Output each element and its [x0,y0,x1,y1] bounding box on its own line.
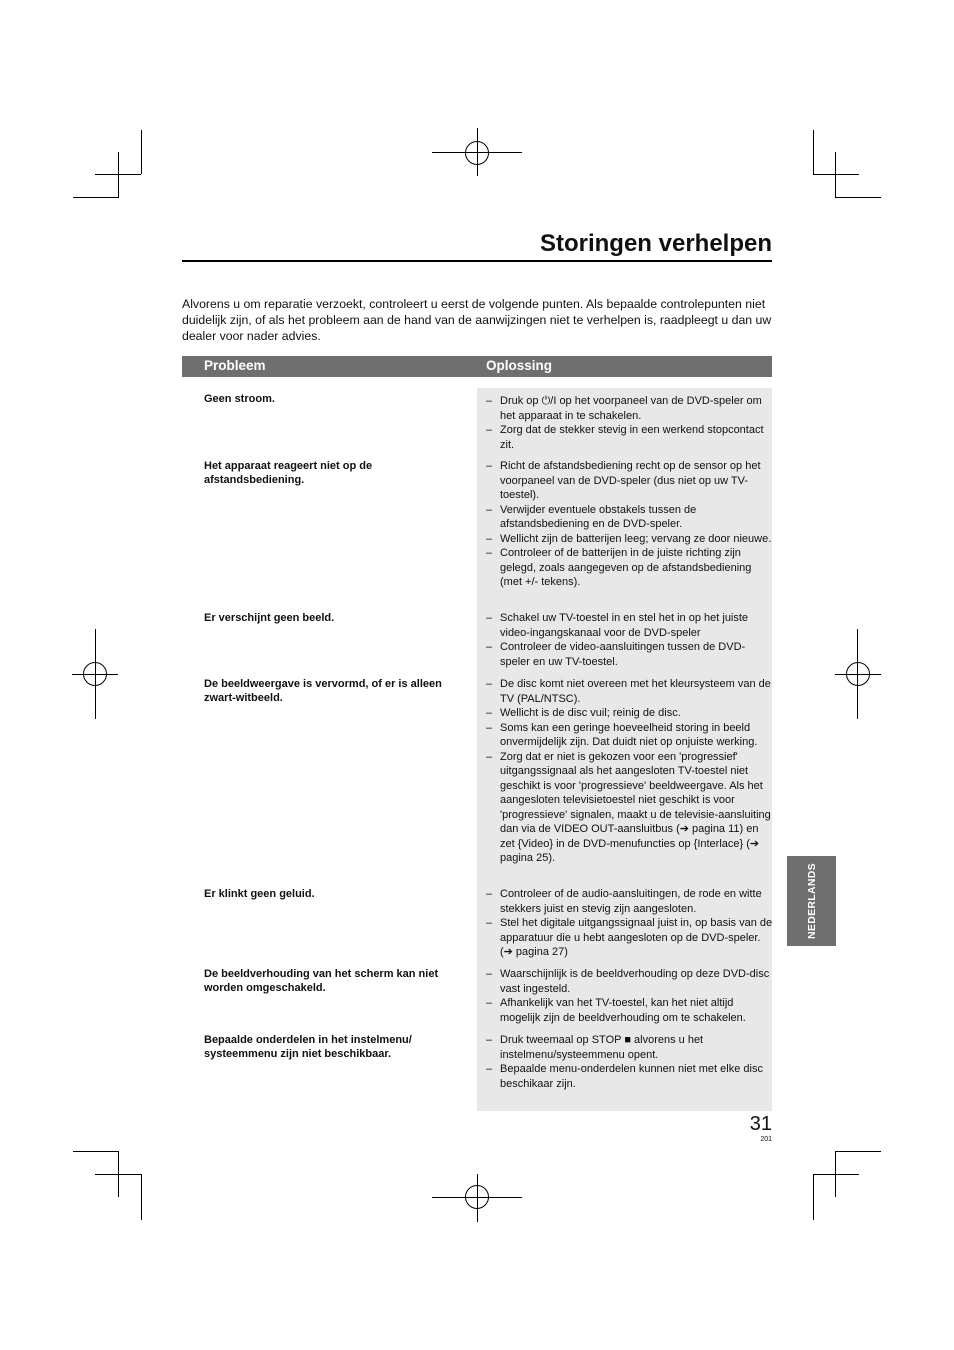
intro-paragraph: Alvorens u om reparatie verzoekt, controleert u eerst de volgende punten. Als bepaalde controlepunten niet duidelijk zijn, of als het probleem aan de hand van de aanwijzingen niet te verhelpen is, raadpleegt u dan uw dealer voor nader advies. [182,297,772,343]
solution-item: – Druk tweemaal op STOP ■ alvorens u het instelmenu/systeemmenu opent. [484,1033,774,1062]
solution-item: – Wellicht is de disc vuil; reinig de disc. [484,706,774,721]
problem-text: De beeldverhouding van het scherm kan niet worden omgeschakeld. [204,968,439,995]
solution-list [484,611,774,669]
solution-list [484,1033,774,1091]
solution-item: – Schakel uw TV-toestel in en stel het in op het juiste video-ingangskanaal voor de DVD-speler [484,611,774,640]
table-header [182,356,772,377]
language-tab [787,856,836,946]
problem-text: Er klinkt geen geluid. [204,888,315,900]
problem-text: Bepaalde onderdelen in het instelmenu/ systeemmenu zijn niet beschikbaar. [204,1034,412,1061]
solution-item: – De disc komt niet overeen met het kleursysteem van de TV (PAL/NTSC). [484,677,774,706]
solution-list [484,394,774,452]
solution-item: – Stel het digitale uitgangssignaal juist in, op basis van de apparatuur die u hebt aangesloten op de DVD-speler. (➔ pagina 27) [484,916,774,960]
problem-text: Er verschijnt geen beeld. [204,612,335,624]
solution-item: – Controleer of de audio-aansluitingen, de rode en witte stekkers juist en stevig zijn aangesloten. [484,887,774,916]
solution-item: – Zorg dat er niet is gekozen voor een 'progressief' uitgangssignaal als het aangesloten TV-toestel niet geschikt is voor 'progressieve' beeldweergave. Als het aangesloten televisietoestel niet geschikt is voor 'progressieve' signalen, maakt u de televisie-aansluiting dan via de VIDEO OUT-aansluitbus (➔ pagina 11) en zet {Video} in de DVD-menufuncties op {Interlace} (➔ pagina 25). [484,750,774,866]
column-header-solution: Oplossing [486,358,553,373]
solution-item: – Soms kan een geringe hoeveelheid storing in beeld onvermijdelijk zijn. Dat duidt niet op onjuiste werking. [484,721,774,750]
page-number: 31 [749,1113,772,1135]
page-title: Storingen verhelpen [539,230,772,257]
solution-list [484,887,774,960]
solution-item: – Wellicht zijn de batterijen leeg; vervang ze door nieuwe. [484,532,774,547]
column-header-problem: Probleem [204,358,266,373]
solution-item: – Richt de afstandsbediening recht op de sensor op het voorpaneel van de DVD-speler (dus niet op uw TV-toestel). [484,459,774,503]
problem-text: Geen stroom. [204,393,275,405]
solution-item: – Waarschijnlijk is de beeldverhouding op deze DVD-disc vast ingesteld. [484,967,774,996]
language-tab-label: NEDERLANDS [805,863,818,939]
solution-item: – Controleer of de batterijen in de juiste richting zijn gelegd, zoals aangegeven op de afstandsbediening (met +/- tekens). [484,546,774,590]
problem-text: Het apparaat reageert niet op de afstandsbediening. [204,460,373,487]
solution-item: – Zorg dat de stekker stevig in een werkend stopcontact zit. [484,423,774,452]
page-sub-number: 201 [760,1136,772,1143]
title-underline [182,260,772,262]
solution-item: – Bepaalde menu-onderdelen kunnen niet met elke disc beschikaar zijn. [484,1062,774,1091]
problem-text: De beeldweergave is vervormd, of er is alleen zwart-witbeeld. [204,678,442,705]
solution-item: – Verwijder eventuele obstakels tussen de afstandsbediening en de DVD-speler. [484,503,774,532]
solution-list [484,677,774,866]
solution-item: – Druk op ⏻/I op het voorpaneel van de DVD-speler om het apparaat in te schakelen. [484,394,774,423]
solution-item: – Afhankelijk van het TV-toestel, kan het niet altijd mogelijk zijn de beeldverhouding om te schakelen. [484,996,774,1025]
solution-list [484,459,774,590]
solution-item: – Controleer de video-aansluitingen tussen de DVD-speler en uw TV-toestel. [484,640,774,669]
solution-list [484,967,774,1025]
